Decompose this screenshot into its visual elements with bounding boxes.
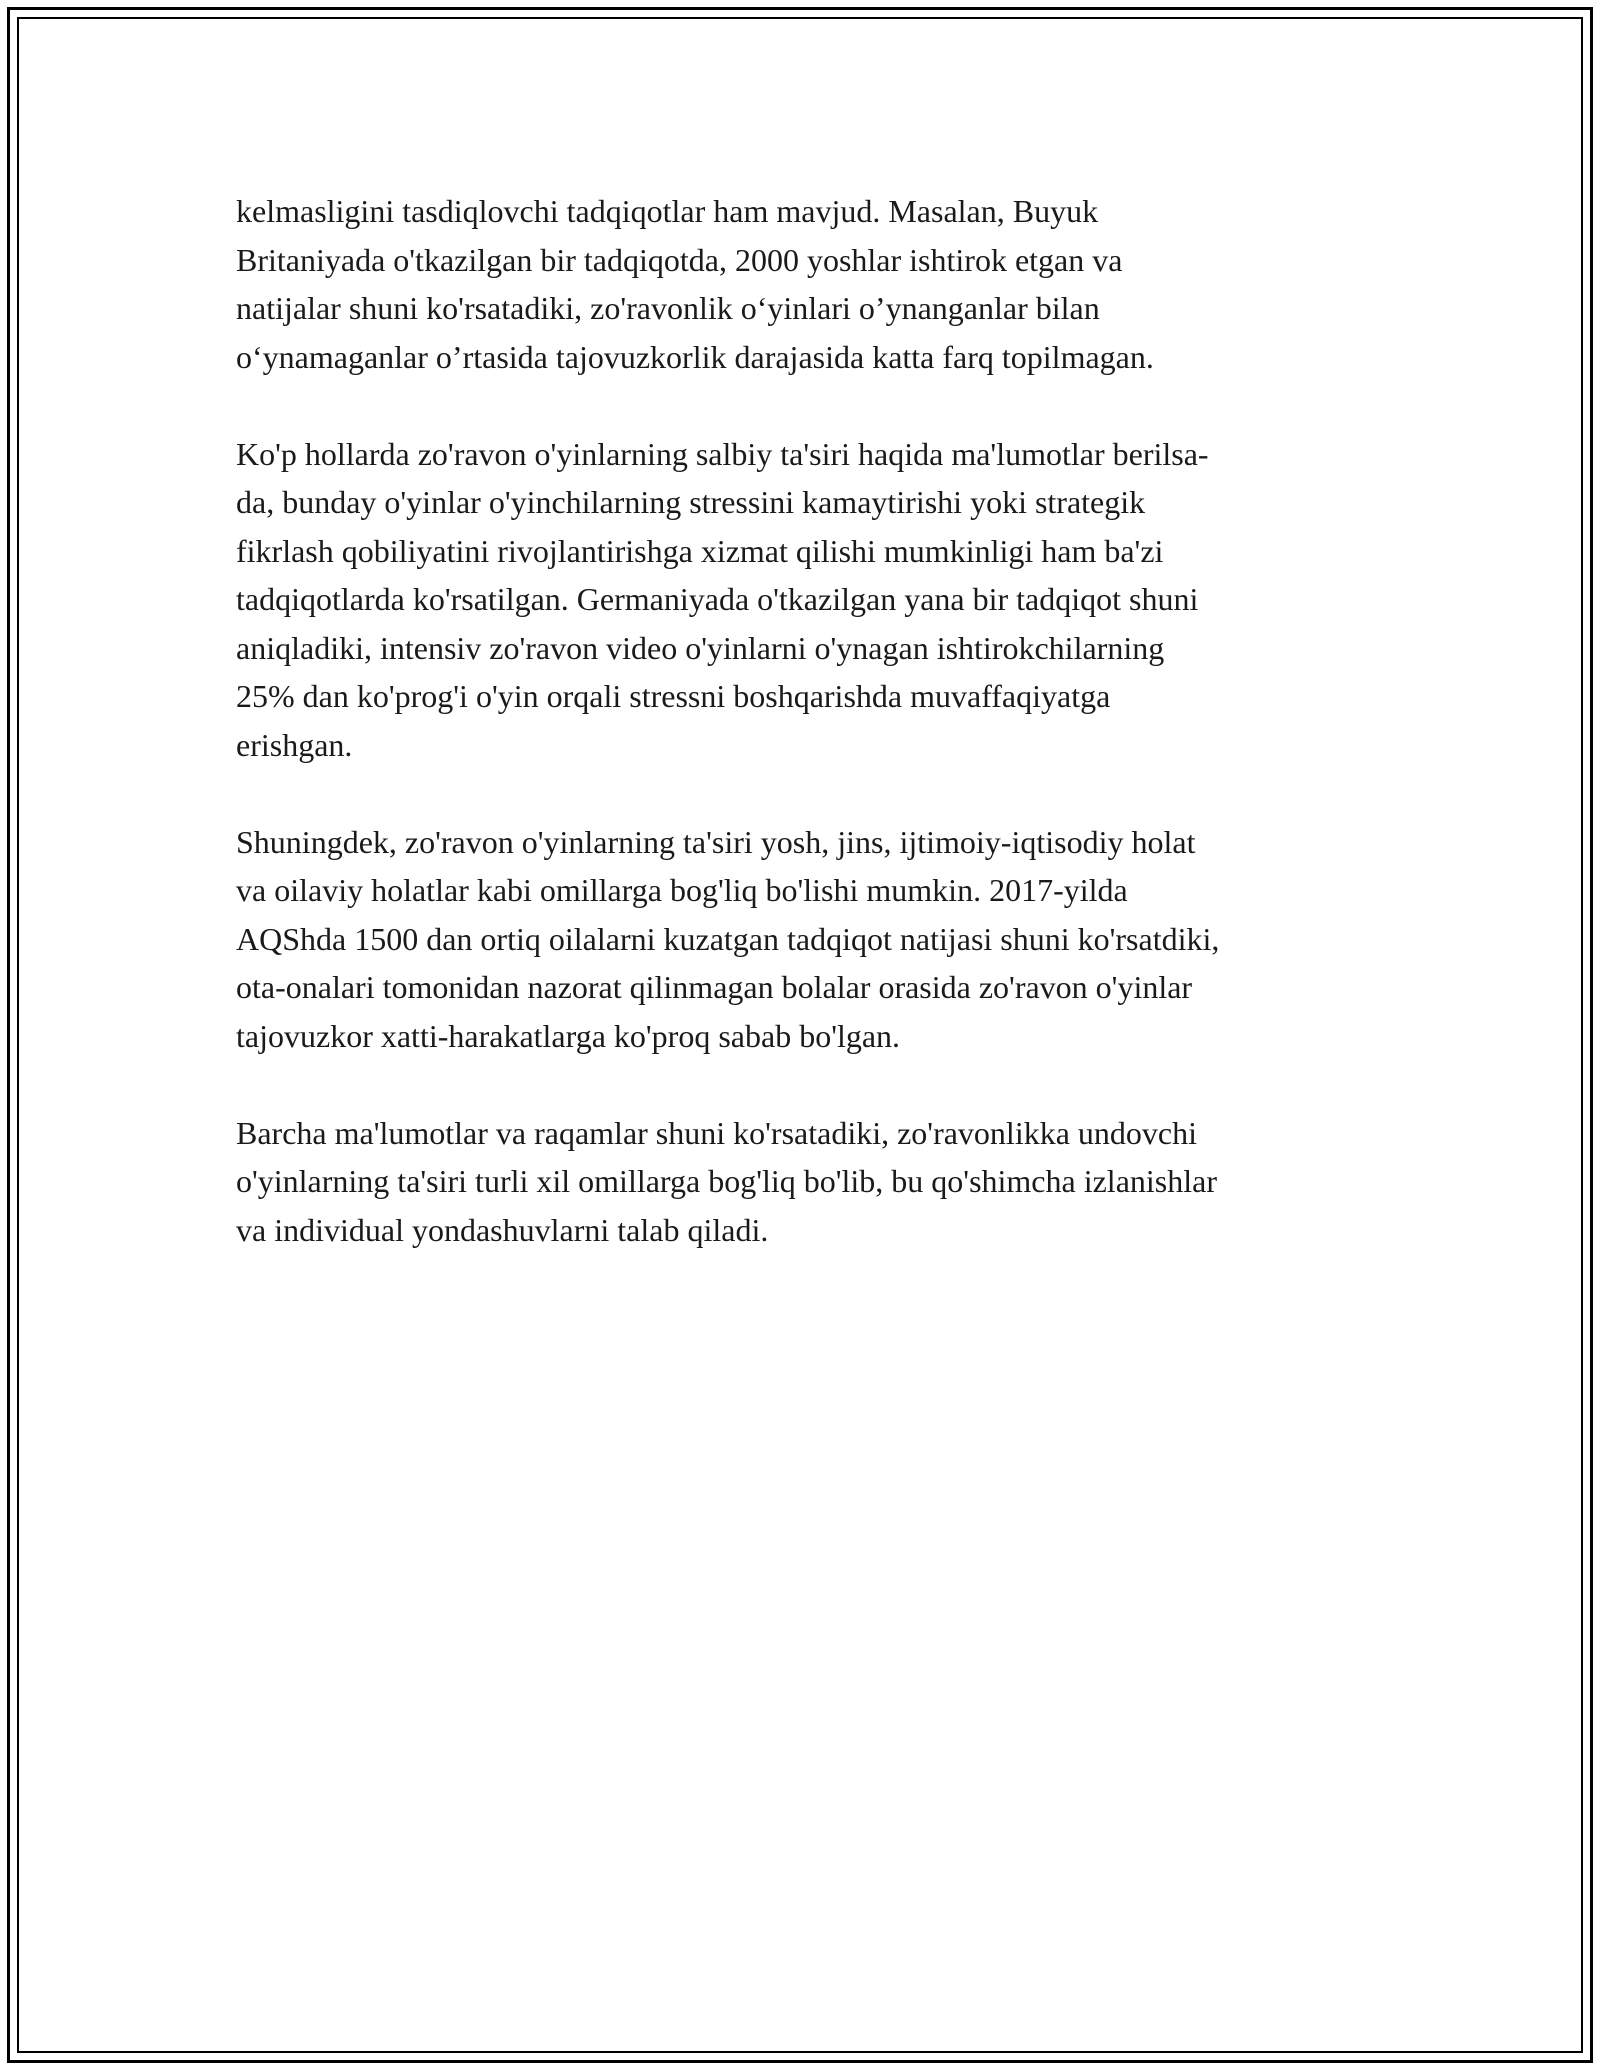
- text-line: tajovuzkor xatti-harakatlarga ko'proq sabab bo'lgan.: [236, 1017, 901, 1054]
- document-body: [236, 187, 1366, 1303]
- text-line: Shuningdek, zo'ravon o'yinlarning ta'siri yosh, jins, ijtimoiy-iqtisodiy holat: [236, 823, 1196, 860]
- paragraph-1: [236, 187, 1366, 381]
- text-line: erishgan.: [236, 726, 353, 763]
- paragraph-4: [236, 1109, 1366, 1255]
- text-line: va individual yondashuvlarni talab qiladi.: [236, 1211, 769, 1248]
- text-line: aniqladiki, intensiv zo'ravon video o'yinlarni o'ynagan ishtirokchilarning: [236, 629, 1165, 666]
- paragraph-3: [236, 818, 1366, 1061]
- text-line: ota-onalari tomonidan nazorat qilinmagan bolalar orasida zo'ravon o'yinlar: [236, 969, 1193, 1005]
- text-line: AQShda 1500 dan ortiq oilalarni kuzatgan tadqiqot natijasi shuni ko'rsatdiki,: [236, 920, 1220, 957]
- text-line: natijalar shuni ko'rsatadiki, zo'ravonlik o‘yinlari o’ynanganlar bilan: [236, 290, 1100, 326]
- text-line: kelmasligini tasdiqlovchi tadqiqotlar ham mavjud. Masalan, Buyuk: [236, 193, 1099, 229]
- text-line: Britaniyada o'tkazilgan bir tadqiqotda, 2000 yoshlar ishtirok etgan va: [236, 241, 1123, 278]
- text-line: Ko'p hollarda zo'ravon o'yinlarning salbiy ta'siri haqida ma'lumotlar berilsa-: [236, 435, 1209, 472]
- text-line: 25% dan ko'prog'i o'yin orqali stressni boshqarishda muvaffaqiyatga: [236, 678, 1111, 714]
- paragraph-2: [236, 430, 1366, 770]
- text-line: va oilaviy holatlar kabi omillarga bog'liq bo'lishi mumkin. 2017-yilda: [236, 872, 1128, 908]
- text-line: da, bunday o'yinlar o'yinchilarning stressini kamaytirishi yoki strategik: [236, 484, 1146, 520]
- text-line: fikrlash qobiliyatini rivojlantirishga xizmat qilishi mumkinligi ham ba'zi: [236, 532, 1164, 569]
- text-line: Barcha ma'lumotlar va raqamlar shuni ko'rsatadiki, zo'ravonlikka undovchi: [236, 1114, 1197, 1151]
- text-line: o'yinlarning ta'siri turli xil omillarga bog'liq bo'lib, bu qo'shimcha izlanishlar: [236, 1163, 1217, 1199]
- text-line: o‘ynamaganlar o’rtasida tajovuzkorlik darajasida katta farq topilmagan.: [236, 338, 1154, 375]
- text-line: tadqiqotlarda ko'rsatilgan. Germaniyada o'tkazilgan yana bir tadqiqot shuni: [236, 581, 1199, 617]
